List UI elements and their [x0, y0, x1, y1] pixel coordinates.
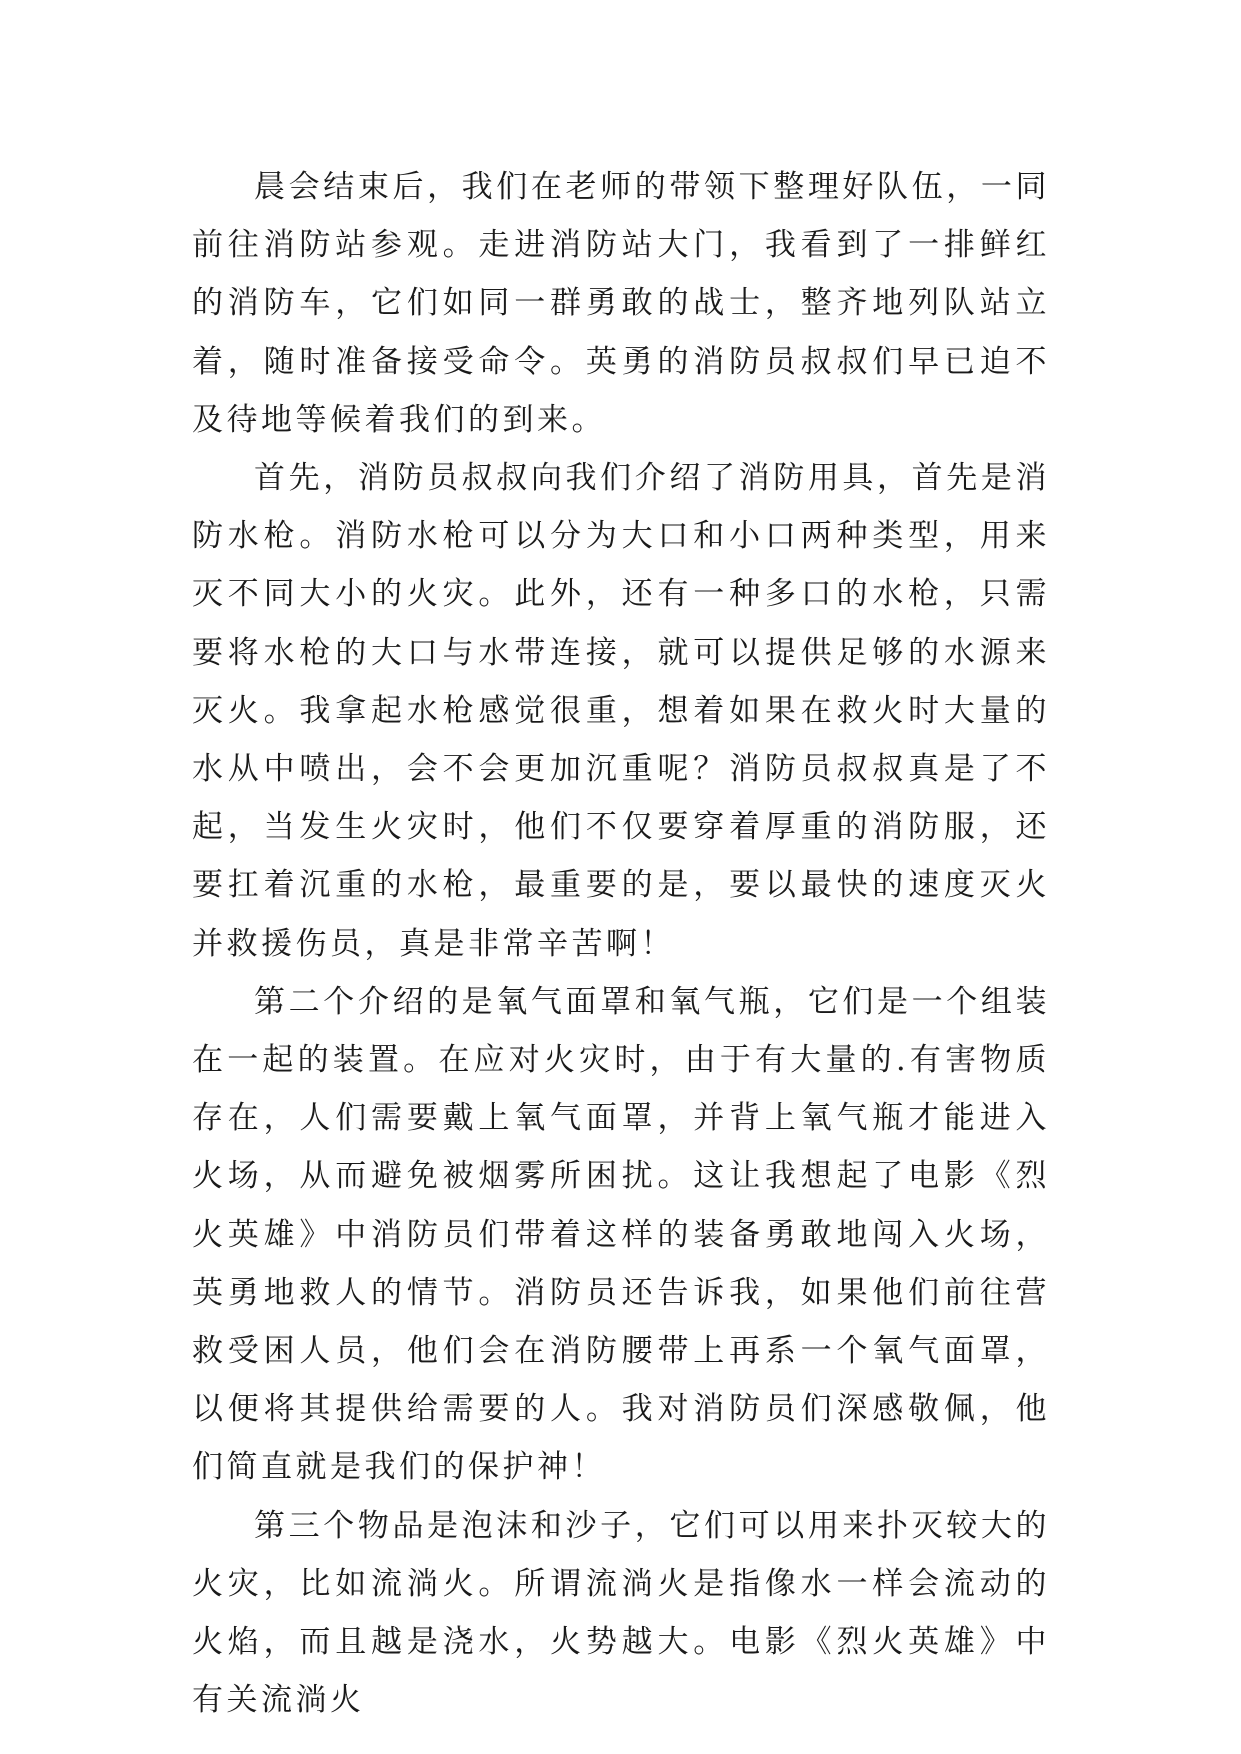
- paragraph-1: 晨会结束后，我们在老师的带领下整理好队伍，一同前往消防站参观。走进消防站大门，我看到了一排鲜红的消防车，它们如同一群勇敢的战士，整齐地列队站立着，随时准备接受命令。英勇的消防员叔叔们早已迫不及待地等候着我们的到来。: [192, 169, 1050, 438]
- paragraph-2: 首先，消防员叔叔向我们介绍了消防用具，首先是消防水枪。消防水枪可以分为大口和小口两种类型，用来灭不同大小的火灾。此外，还有一种多口的水枪，只需要将水枪的大口与水带连接，就可以提供足够的水源来灭火。我拿起水枪感觉很重，想着如果在救火时大量的水从中喷出，会不会更加沉重呢？消防员叔叔真是了不起，当发生火灾时，他们不仅要穿着厚重的消防服，还要扛着沉重的水枪，最重要的是，要以最快的速度灭火并救援伤员，真是非常辛苦啊！: [192, 460, 1050, 962]
- paragraph-3: 第二个介绍的是氧气面罩和氧气瓶，它们是一个组装在一起的装置。在应对火灾时，由于有大量的.有害物质存在，人们需要戴上氧气面罩，并背上氧气瓶才能进入火场，从而避免被烟雾所困扰。这让我想起了电影《烈火英雄》中消防员们带着这样的装备勇敢地闯入火场，英勇地救人的情节。消防员还告诉我，如果他们前往营救受困人员，他们会在消防腰带上再系一个氧气面罩，以便将其提供给需要的人。我对消防员们深感敬佩，他们简直就是我们的保护神！: [192, 983, 1050, 1486]
- document-body: [192, 158, 1050, 1729]
- paragraph-4: 第三个物品是泡沫和沙子，它们可以用来扑灭较大的火灾，比如流淌火。所谓流淌火是指像水一样会流动的火焰，而且越是浇水，火势越大。电影《烈火英雄》中有关流淌火: [192, 1507, 1050, 1719]
